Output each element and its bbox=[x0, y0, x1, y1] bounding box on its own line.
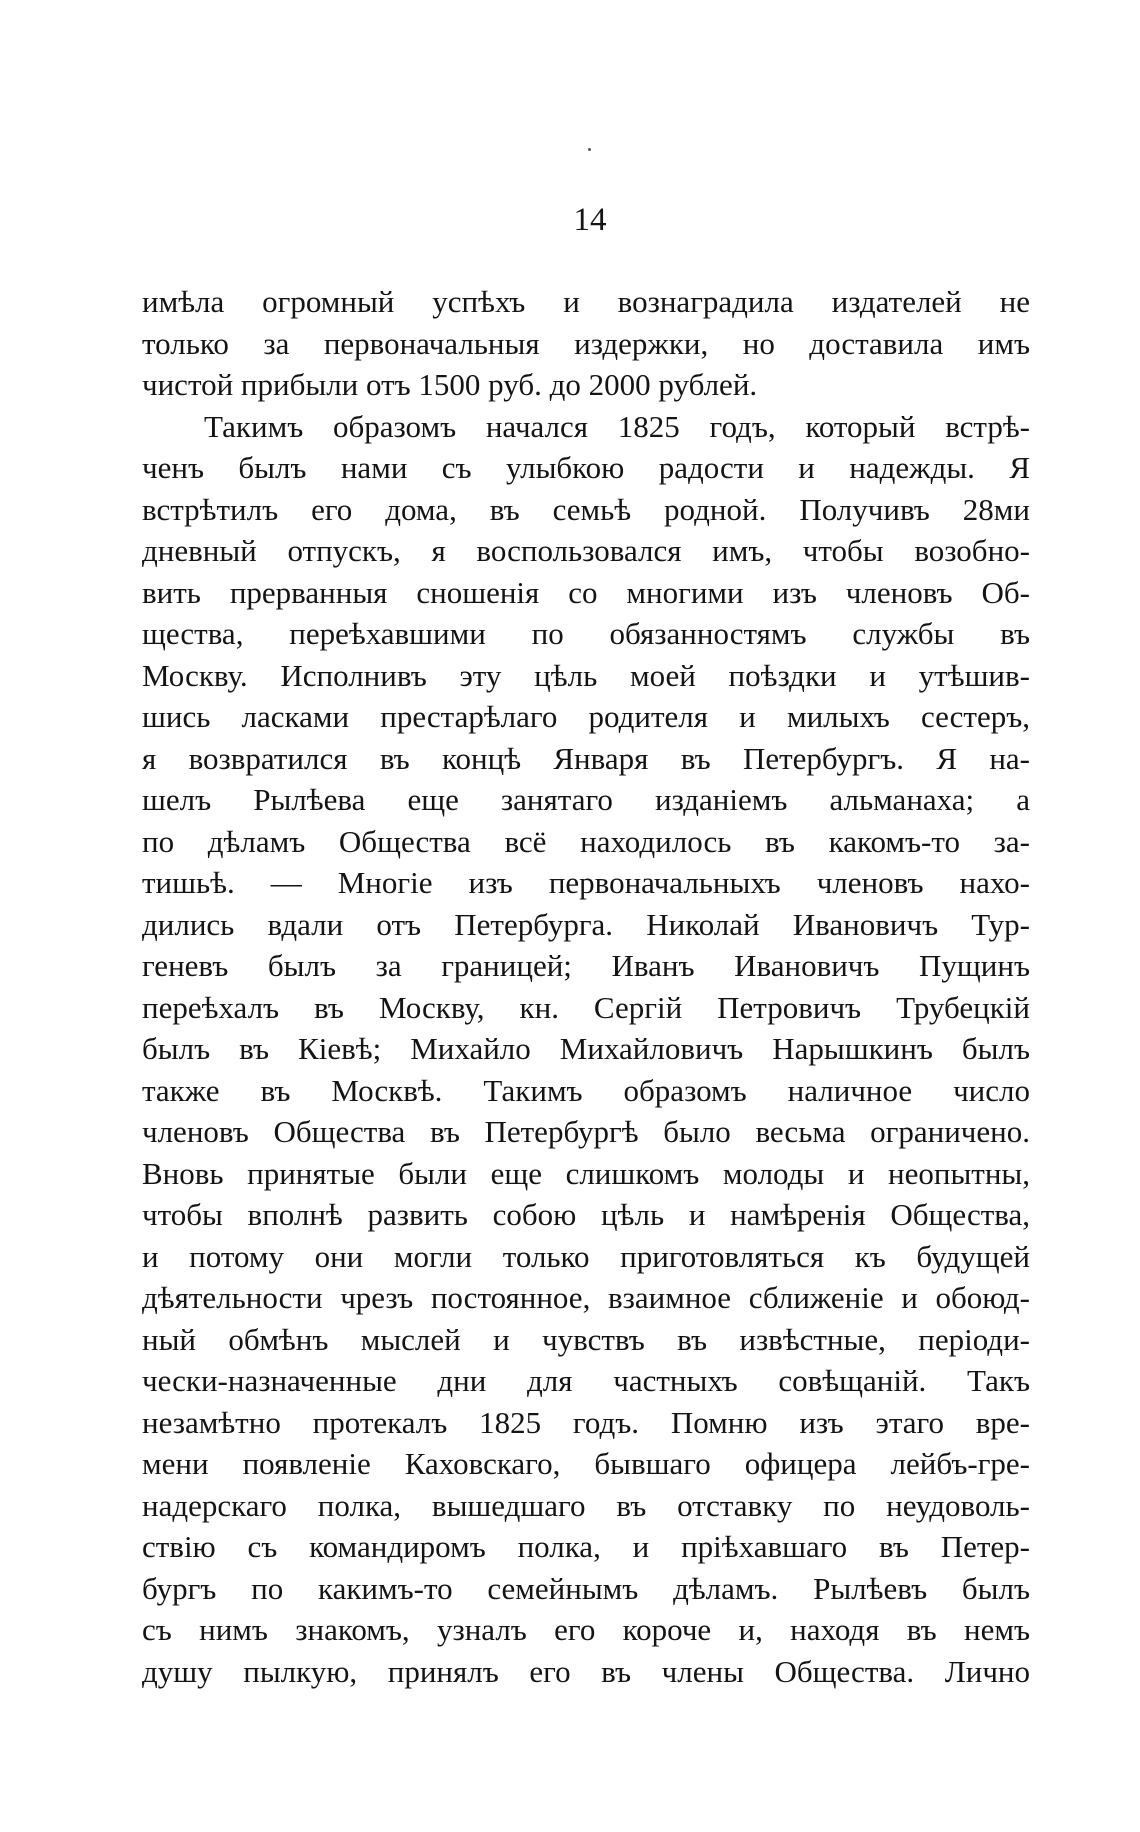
text-line: имѣла огромный успѣхъ и вознаградила издателей не bbox=[142, 284, 1030, 319]
text-line: Москву. Исполнивъ эту цѣль моей поѣздки и утѣшив- bbox=[142, 657, 1030, 693]
text-line: былъ въ Кіевѣ; Михайло Михайловичъ Нарышкинъ былъ bbox=[142, 1031, 1030, 1066]
text-line: чистой прибыли отъ 1500 руб. до 2000 рублей. bbox=[142, 367, 758, 402]
text-line: по дѣламъ Общества всё находилось въ какомъ-то за- bbox=[142, 823, 1030, 859]
text-line: ствію съ командиромъ полка, и пріѣхавшаго въ Петер- bbox=[142, 1529, 1030, 1564]
text-line: съ нимъ знакомъ, узналъ его короче и, находя въ немъ bbox=[142, 1612, 1030, 1647]
print-speck bbox=[588, 148, 591, 151]
page-number: 14 bbox=[573, 202, 607, 238]
text-line: дились вдали отъ Петербурга. Николай Ивановичъ Тур- bbox=[142, 906, 1030, 942]
text-line: надерскаго полка, вышедшаго въ отставку по неудоволь- bbox=[142, 1487, 1030, 1523]
text-line: Вновь принятые были еще слишкомъ молоды и неопытны, bbox=[142, 1155, 1030, 1191]
text-line: чески-назначенные дни для частныхъ совѣщаній. Такъ bbox=[142, 1363, 1030, 1398]
text-line: ный обмѣнъ мыслей и чувствъ въ извѣстные, періоди- bbox=[142, 1321, 1030, 1357]
text-line: членовъ Общества въ Петербургѣ было весьма ограничено. bbox=[142, 1114, 1030, 1149]
text-line: незамѣтно протекалъ 1825 годъ. Помню изъ этаго вре- bbox=[142, 1404, 1030, 1440]
text-line: шелъ Рылѣева еще занятаго изданіемъ альманаха; а bbox=[142, 782, 1030, 817]
text-line: бургъ по какимъ-то семейнымъ дѣламъ. Рылѣевъ былъ bbox=[142, 1570, 1030, 1606]
text-line: и потому они могли только приготовляться къ будущей bbox=[142, 1238, 1030, 1274]
text-line: душу пылкую, принялъ его въ члены Общества. Лично bbox=[142, 1653, 1030, 1689]
text-line: только за первоначальныя издержки, но доставила имъ bbox=[142, 325, 1030, 361]
text-line: я возвратился въ концѣ Января въ Петербургъ. Я на- bbox=[142, 740, 1030, 776]
text-line: геневъ былъ за границей; Иванъ Ивановичъ Пущинъ bbox=[142, 948, 1030, 983]
text-line: также въ Москвѣ. Такимъ образомъ наличное число bbox=[142, 1072, 1030, 1108]
text-line: шись ласками престарѣлаго родителя и милыхъ сестеръ, bbox=[142, 699, 1030, 734]
text-line: встрѣтилъ его дома, въ семьѣ родной. Получивъ 28ми bbox=[142, 491, 1030, 527]
text-line: ченъ былъ нами съ улыбкою радости и надежды. Я bbox=[142, 450, 1030, 485]
text-line: мени появленіе Каховскаго, бывшаго офицера лейбъ-гре- bbox=[142, 1446, 1030, 1481]
text-line: переѣхалъ въ Москву, кн. Сергій Петровичъ Трубецкій bbox=[142, 989, 1030, 1025]
text-line: тишьѣ. — Многіе изъ первоначальныхъ членовъ нахо- bbox=[142, 865, 1030, 900]
text-line: чтобы вполнѣ развить собою цѣль и намѣренія Общества, bbox=[142, 1197, 1030, 1232]
text-line: вить прерванныя сношенія со многими изъ членовъ Об- bbox=[142, 574, 1030, 610]
text-line: щества, переѣхавшими по обязанностямъ службы въ bbox=[142, 616, 1030, 651]
text-line: дѣятельности чрезъ постоянное, взаимное сближеніе и обоюд- bbox=[142, 1280, 1030, 1315]
body-text bbox=[142, 281, 1030, 1692]
text-line: Такимъ образомъ начался 1825 годъ, который встрѣ- bbox=[204, 408, 1030, 444]
text-line: дневный отпускъ, я воспользовался имъ, чтобы возобно- bbox=[142, 533, 1030, 568]
